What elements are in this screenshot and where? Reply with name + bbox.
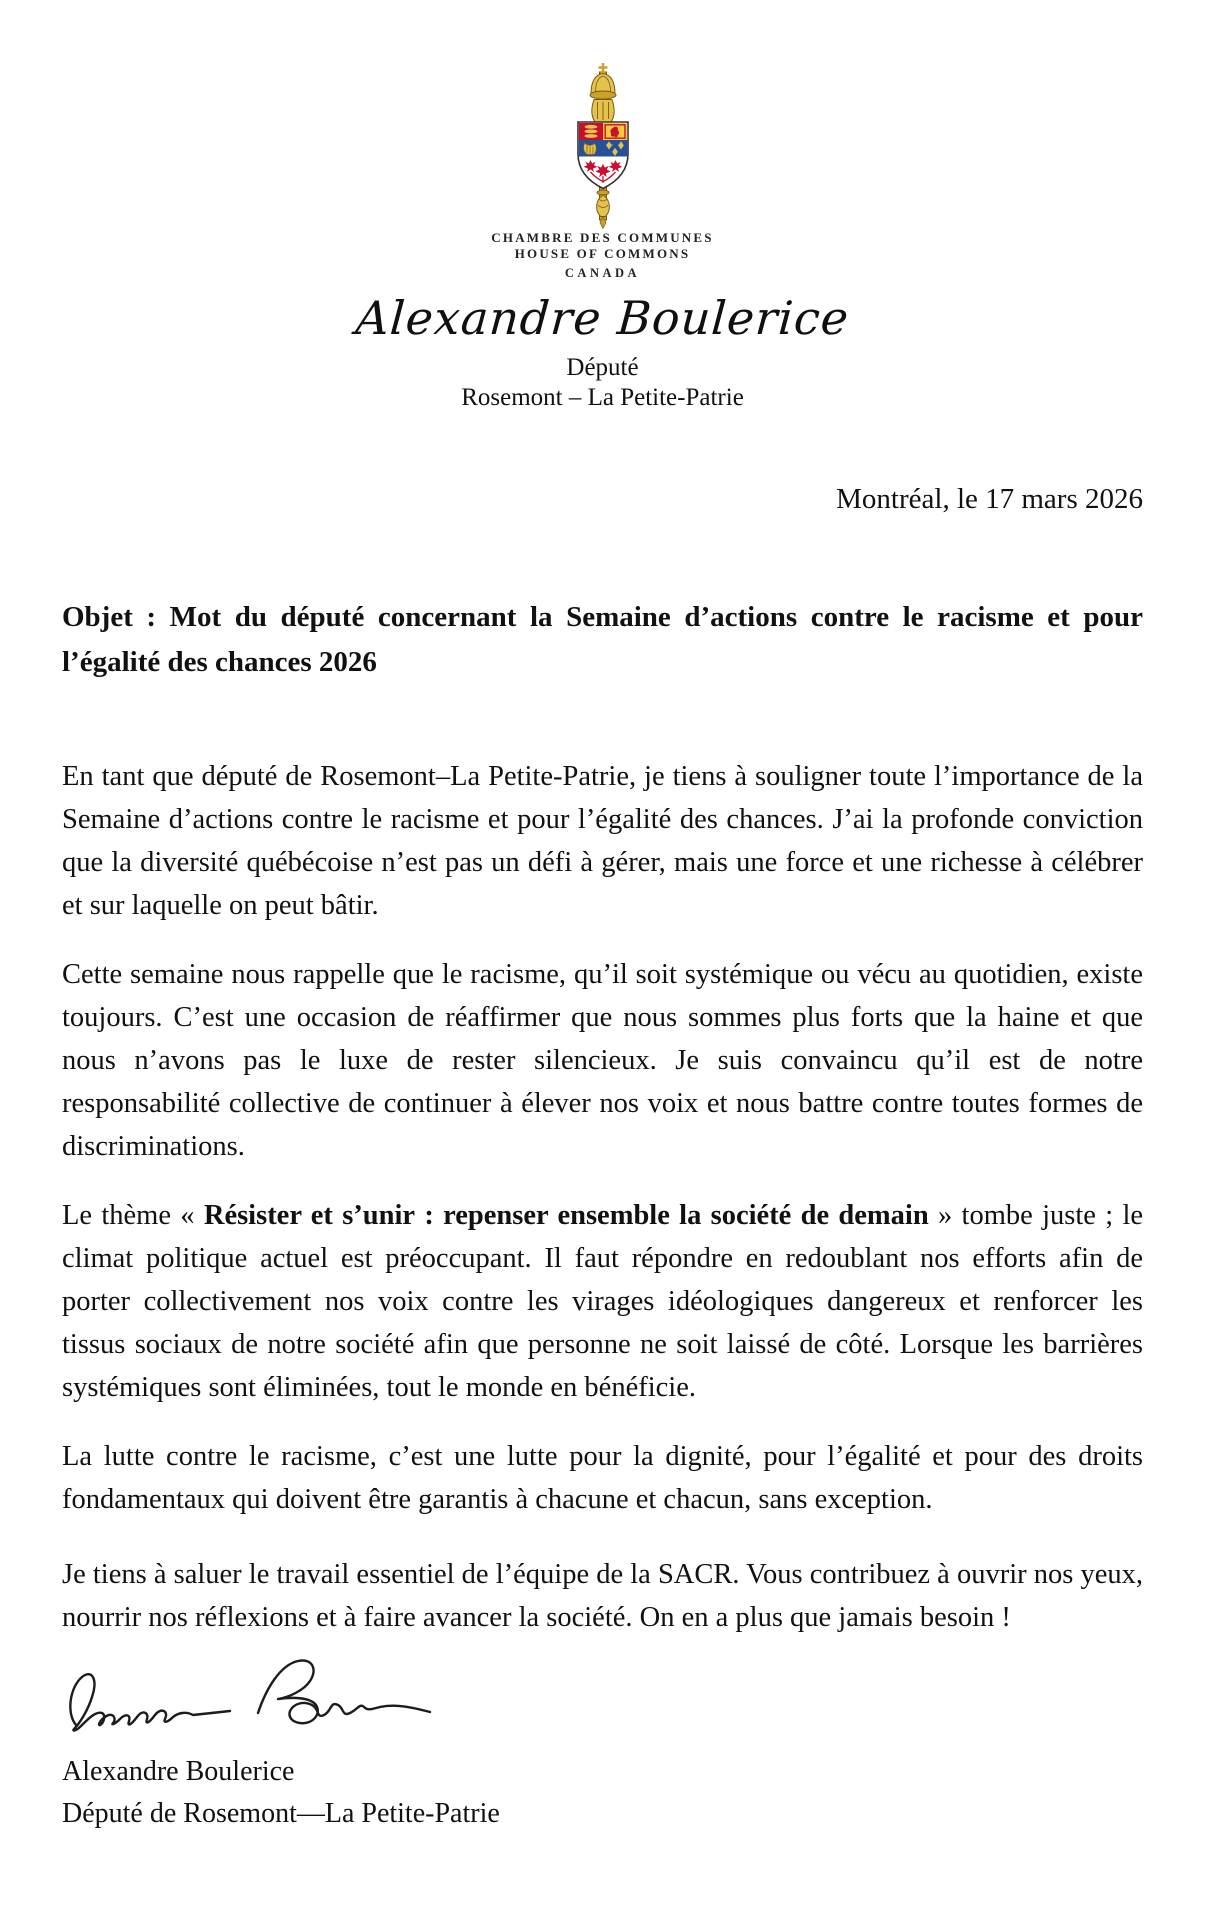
signature-image xyxy=(62,1655,1143,1739)
paragraph-4: La lutte contre le racisme, c’est une lutte pour la dignité, pour l’égalité et pour des droits fondamentaux qui doivent être garantis à chacune et chacun, sans exception. xyxy=(62,1441,1143,1515)
org-name-fr: CHAMBRE DES COMMUNES xyxy=(491,230,714,245)
paragraph-3-suffix: » tombe juste ; le climat politique actuel est préoccupant. Il faut répondre en redoublant nos efforts afin de porter collectivement nos voix contre les virages idéologiques dangereux et renforcer les tissus sociaux de notre société afin que personne ne soit laissé de côté. Lorsque les barrières systémiques sont éliminées, tout le monde en bénéficie. xyxy=(62,1200,1144,1403)
paragraph-5: Je tiens à saluer le travail essentiel de l’équipe de la SACR. Vous contribuez à ouvrir nos yeux, nourrir nos réflexions et à faire avancer la société. On en a plus que jamais besoin ! xyxy=(62,1559,1143,1633)
member-name-script: Alexandre Boulerice xyxy=(354,291,851,345)
house-of-commons-crest-icon xyxy=(62,62,1143,230)
signatory-name: Alexandre Boulerice xyxy=(62,1756,295,1787)
paragraph-3-prefix: Le thème « xyxy=(62,1200,204,1231)
paragraph-3 xyxy=(62,1194,1143,1409)
paragraph-1: En tant que député de Rosemont–La Petite-Patrie, je tiens à souligner toute l’importance de la Semaine d’actions contre le racisme et pour l’égalité des chances. J’ai la profonde conviction que la diversité québécoise n’est pas un défi à gérer, mais une force et une richesse à célébrer et sur laquelle on peut bâtir. xyxy=(62,761,1143,921)
member-title: Député xyxy=(566,354,639,381)
paragraph-2: Cette semaine nous rappelle que le racisme, qu’il soit systémique ou vécu au quotidien, existe toujours. C’est une occasion de réaffirmer que nous sommes plus forts que la haine et que nous n’avons pas le luxe de rester silencieux. Je suis convaincu qu’il est de notre responsabilité collective de continuer à élever nos voix et nous battre contre toutes formes de discriminations. xyxy=(62,959,1143,1162)
dateline: Montréal, le 17 mars 2026 xyxy=(836,483,1143,515)
riding-name: Rosemont – La Petite-Patrie xyxy=(461,384,744,411)
theme-title: Résister et s’unir : repenser ensemble la société de demain xyxy=(203,1200,929,1231)
org-country: CANADA xyxy=(564,266,641,280)
subject-line: Objet : Mot du député concernant la Semaine d’actions contre le racisme et pour l’égalité des chances 2026 xyxy=(62,601,1143,678)
org-name-en: HOUSE OF COMMONS xyxy=(514,246,691,261)
letterhead xyxy=(62,62,1143,413)
signatory-title: Député de Rosemont—La Petite-Patrie xyxy=(62,1798,500,1829)
